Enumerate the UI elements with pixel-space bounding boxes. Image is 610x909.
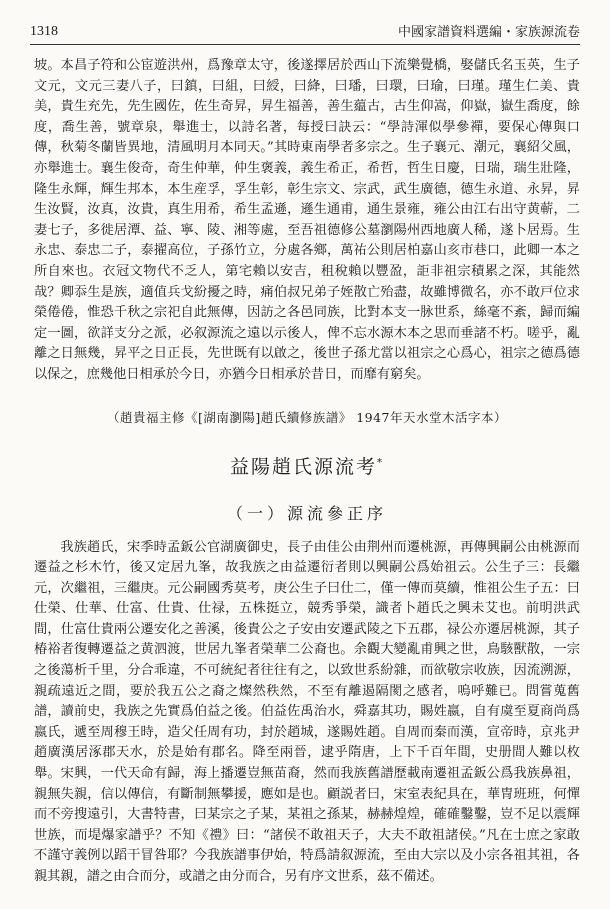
source-citation: （趙貴福主修《[湖南瀏陽]趙氏續修族譜》 1947年天水堂木活字本） (106, 409, 508, 425)
genealogy-passage-2: 我族趙氏，宋季時孟鈑公官湖廣御史，長子由佳公由荆州而遷桃源，再傳興嗣公由桃源而遷益之杉木竹，後又定居九峯，故我族之由益遷衍者則以興嗣公爲始祖云。公生子三：長繼元，次繼祖，三繼庚。元公嗣國秀莫考，庚公生子曰仕二，僅一傳而莫續，惟祖公生子五：曰仕榮、仕華、仕富、仕貴、仕禄，五株挺立，競秀爭榮，識者卜趙氏之興未艾也。前明洪武間，仕富仕貴兩公遷安化之善溪，後貴公之子安由安遷武陵之下五郡，禄公亦遷居桃源，其子椿裕者復轉遷益之黄泗渡，世居九峯者榮華二公裔也。余觀大變亂甫興之世，鳥駭獸散，一宗之後蕩析千里，分合乖違，不可統紀者往往有之，以致世系紛雜，而欲敬宗收族，因流溯源，親疏遠近之間，要於我五公之裔之燦然秩然，不至有離遏隔閡之感者，嗚呼難已。問嘗蒐舊譜，讀前史，我族之先實爲伯益之後。伯益佐禹治水，舜嘉其功，賜姓嬴，自有虞至夏商尚爲嬴氏，遞至周穆王時，造父任周有功，封於趙城，遂賜姓趙。自周而秦而漢，宣帝時，京兆尹趙廣漢居涿郡天水，於是始有郡名。降至兩晉，逮乎隋唐，上下千百年間，史册間人難以枚舉。宋興，一代天命有歸，海上播遷豈無苗裔，然而我族舊譜歷載南遷祖孟鈑公爲我族鼻祖，親無失親，信以傳信，有斷制無攀援，應如是也。顧説者曰，宋室表紀具在，華冑班班，何憚而不旁搜遠引，大書特書，曰某宗之子某，某祖之孫某，赫赫煌煌，確確鑿鑿，豈不足以震輝世族，而堤爆家譜乎？不知《禮》曰：“諸侯不敢祖天子，大夫不敢祖諸侯。”凡在士庶之家敢不謹守義例以蹈干冒咎耶？今我族譜事伊始，特爲請叙源流，至由大宗以及小宗各祖其祖，各親其親，譜之由合而分，或譜之由分而合，另有序文世系，茲不備述。 (34, 539, 580, 884)
footnote-mark: * (377, 457, 384, 469)
section-title-text: 益陽趙氏源流考 (229, 455, 377, 478)
running-title: 中國家譜資料選編・家族源流卷 (397, 25, 580, 40)
page-header (30, 18, 580, 45)
section-subtitle: （一）源流參正序 (226, 503, 387, 523)
page-number: 1318 (30, 24, 58, 39)
section-title (34, 452, 580, 479)
genealogy-passage-1: 坡。本昌子符和公宦遊洪州，爲豫章太守，後遂擇居於西山下流樂覺橋，娶儲氏名玉英，生子文元，文元三妻八子，曰鎮，曰組，曰綬，曰絳，曰璠，曰環，曰瑜，曰瑾。瑾生仁美、貴美，貴生充先，先生國佐，佐生奇昇，昇生福善，善生藴古，古生仰嵩，仰嶽，嶽生喬度，餘度，喬生善，號章泉，舉進士，以詩名著，每授曰訣云：“學詩渾似學參禪，要保心傳與口傳，秋菊冬蘭皆異地，清風明月本同天。”其時東南學者多宗之。生子襄元、潮元，襄紹父風，亦舉進士。襄生俊奇，奇生仲華，仲生褒義，義生希正，希哲，哲生日慶，日瑞，瑞生壯隆，隆生永輝，輝生邦本，本生産孚，孚生彰，彰生宗文、宗武，武生廣德，德生永道、永昇，昇生汝賢，汝真，汝貴，真生用希，希生孟遜，遜生通甫，通生景雍，雍公由江右出守黄蕲，二妻七子，多徙居潭、益、寧、陵、湘等處，至吾祖德修公墓瀏陽州西地廣人稀，遂卜居焉。生永忠、泰忠二子，泰擢高位，子孫竹立，分處各鄉，萬祐公則居柏嘉山亥市巷口，此卿一本之所自來也。衣冠文物代不乏人，第宅賴以安吉，租稅賴以豐盈，詎非祖宗積累之深，其能然哉？卿忝生是族，適值兵戈紛擾之時，痛伯叔兄弟子姪散亡殆盡，故雖博微名，亦不敢戸位求榮倦倦，惟恐千秋之宗祀自此無傳，因訪之各邑同族，比對本支一脉世系，絲毫不紊，歸而編定一圖，欲詳支分之派，必叙源流之遠以示後人，俾不忘水源木本之思而垂諸不朽。嗟乎，亂離之日無幾，昇平之日正長，先世既有以啟之，後世子孫尤當以祖宗之心爲心，祖宗之德爲德以保之，庶幾他日相承於今日，亦猶今日相承於昔日，而靡有窮矣。 (34, 58, 580, 382)
page-content (34, 56, 580, 888)
